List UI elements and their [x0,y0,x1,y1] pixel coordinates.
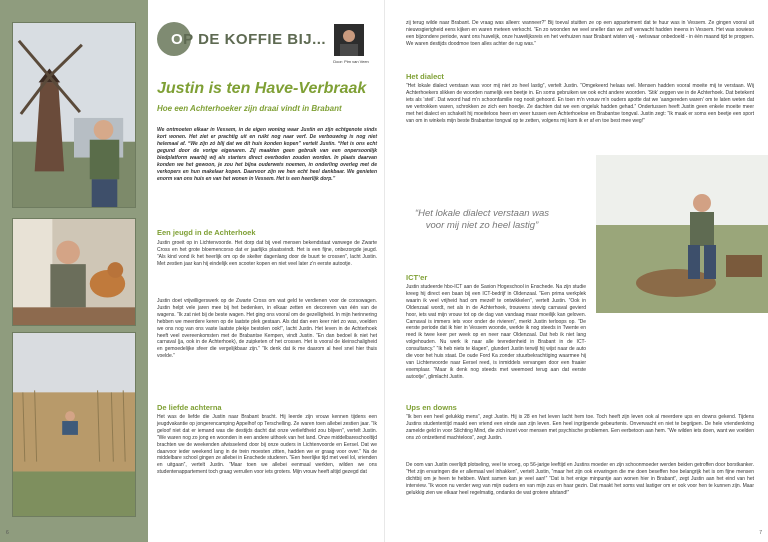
section-heading-jeugd: Een jeugd in de Achterhoek [157,228,256,237]
section-text-corso: Justin doet vrijwilligerswerk op de Zwarte Cross om wat geld te verdienen voor de corsowagen. Justin helpt vele jaren mee bij het bedenken, in elkaar zetten en decoreren van één van de wagens. “Ik zat niet bij de beste wagen. Het ging ons vooral om de gezelligheid. In mijn herinnering hebben we meerdere keren op de laatste plek gestaan. Als dat dan een keer niet zo was, voelden we ons nog van ons vaste laatste plekje bestolen ook!”, lacht Justin. Het leven in de Achterhoek heeft veel overeenkomsten met de Brabantse Kempen, vindt Justin. “En dan bedoel ik niet het carnaval (ja, ook in de Achterhoek), de zuipketen of het crossen. Het is vooral de kleinschaligheid en gemoedelijke sfeer die vergelijkbaar zijn.” “Ik denk dat ik me daarom al heel snel hier thuis voelde.” [157,298,377,360]
article-title: Justin is ten Have-Verbraak [157,80,367,97]
photo-strip [0,0,148,542]
section-heading-dialect: Het dialect [406,72,444,81]
article-intro: We ontmoeten elkaar in Vessem, in de eigen woning waar Justin en zijn echtgenote sinds kort wonen. Het ziet er prachtig uit en ruikt nog naar verf. De verbouwing is nog niet helemaal af. “We zijn zó blij dat we dit huis konden kopen” vertelt Justin. “Het is ons echt gegund door de vorige eigenaren. Zij maakten geen gebruik van een onpersoonlijk biedplatform waarbij wij als starters direct overboden zouden worden. In plaats daarvan konden we het gewoon, je zou het bijna ouderwets noemen, in onderling overleg met de verkopers en hun makelaar kopen. Daarvoor zijn we hen echt heel dankbaar. We genieten enorm van ons huis en van het wonen in Vessem. Het is een heerlijk dorp.” [157,127,377,182]
page-number-right: 7 [759,530,762,536]
section-text-jeugd: Justin groeit op in Lichtenvoorde. Het dorp dat bij veel mensen bekendstaat vanwege de Zwarte Cross en het grote bloemencorso dat er jaarlijks plaatsvindt. Het is een fijne, onbezorgde jeugd. “Als kind vond ik het heerlijk om op de skelter dagenlang door de buurt te crossen”, lacht Justin. Met zestien jaar kan hij eindelijk een scooter kopen en niet veel later z’n eerste autootje. [157,240,377,267]
windmill-portrait-photo [12,22,136,208]
reeds-landscape-photo [12,332,136,517]
man-with-cat-photo [12,218,136,326]
section-text-family: De oom van Justin overlijdt plotseling, veel te vroeg, op 56-jarige leeftijd en Justins moeder en zijn schoonmoeder werden beiden getroffen door borstkanker. “Het zijn ervaringen die er allemaal wel inhakken”, vertelt Justin, “maar het zijn ook ervaringen die me doen beseffen hoe belangrijk het is om fijne mensen dichtbij om je heen te hebben. Want samen kan je veel aan!” “Dat is het enige minpuntje aan wonen hier in Brabant”, zegt Justin aan het eind van het interview. “Ik woon nu verder weg van mijn ouders en van mijn zus en haar gezin. Dat maakt het soms wat lastiger om er ook voor hen te kunnen zijn. Maar gelukkig zien we elkaar heel regelmatig, ondanks de wat grotere afstand!” [406,462,754,496]
section-text-dialect: “Het lokale dialect verstaan was voor mij niet zo heel lastig”, vertelt Justin. “Omgekeerd helaas wel. Mensen hadden vooral moeite mij te verstaan. Wij Achterhoekers slikken de woorden namelijk een beetje in. En soms gebruiken we ook echt andere woorden. ‘Stik’ zeggen we in de Achterhoek. Dat betekent iets als ‘steil’. Dat woord had m’n schoonfamilie nog nooit gehoord. En toen m’n vrouw m’n ouders apotte dat we ‘aangereden waren’ om te laten weten dat we vertrokken waren, schrokken ze zich een hoedje. Ze dachten dat we een ongeluk hadden gehad.” Ondertussen heeft Justin geen enkele moeite meer met het dialect en schakelt hij moeiteloos heen en weer tussen een Achterhoekse en Brabantse tongval. Justin zegt: “Ik maak er soms een beetje een sport van om in winkels mijn beste Brabantse tongval op te zetten, volgens mij kom ik er af en toe best mee weg!” [406,83,754,124]
pull-quote: “Het lokale dialect verstaan was voor mij niet zo heel lastig” [414,208,550,231]
section-heading-ups-downs: Ups en downs [406,403,457,412]
kicker-text [171,31,326,48]
section-text-ict: Justin studeerde hbo-ICT aan de Saxion Hogeschool in Enschede. Na zijn studie kreeg hij direct een baan bij een ICT-bedrijf in Oldenzaal. “Een prima werkplek waarin ik veel vrijheid had om mezelf te ontwikkelen”, vertelt Justin. “Ook in Oldenzaal wordt, net als in de Achterhoek, trouwens stevig carnaval gevierd hoor, iets wat mijn vrouw tot op de dag van vandaag maar moeilijk kan geloven. Carnaval is immers iets voor onder de rivieren”, merkt Justin terloops op. “De eerste periode dat ik hier in Vessem woonde, werkte ik nog steeds in Twente en reed ik twee keer per week op en neer naar Oldenzaal. Dat heb ik niet lang volgehouden. Nu werk ik naar alle tevredenheid in Brabant in de ICT-consultancy.” “Ik heb niets te klagen”, glundert Justin terwijl hij wijst naar de auto die voor het huis staat. De oude Ford Ka zonder stuurbekrachtiging waarmee hij van Lichtenvoorde naar Eersel reed, is inmiddels vervangen door een fraaier exemplaar. “Maar ik denk nog steeds met weemoed terug aan dat eerste autootje”, glimlacht Justin. [406,284,586,380]
man-on-tree-stump-photo [596,155,768,313]
author-credit: Door: Pim van Veen [333,59,369,64]
section-kicker [157,22,327,62]
page-number-left: 6 [6,530,9,536]
section-heading-ict: ICT’er [406,273,428,282]
continued-text: zij terug wilde naar Brabant. De vraag was alleen: wanneer?” Bij toeval stuitten ze op een appartement dat te huur was in Vessem. Ze gingen vooral uit nieuwsgierigheid eens kijken en waren meteen verkocht. “En zo woonden we veel sneller dan we zelf verwacht hadden ineens in Vessem. Het was sowieso een bijzondere periode, want ons huwelijk, onze huwelijksreis en het verhuizen naar Brabant wisten wij - welswaar onbedoeld - in één maand tijd te proppen. We waren destijds doodmoe toen alles achter de rug was.” [406,20,754,47]
kicker-first-letter: O [171,31,184,48]
kicker-rest: P DE KOFFIE BIJ... [183,31,327,48]
article-subtitle: Hoe een Achterhoeker zijn draai vindt in Brabant [157,104,342,113]
section-text-liefde: Het was de liefde die Justin naar Brabant bracht. Hij leerde zijn vrouw kennen tijdens een jeugdvakantie op jongerencamping Appelhof op Terschelling. Ze waren toen allebei zestien jaar. “Ik geloof niet dat er iemand was die destijds dacht dat onze verliefdheid zou blijven”, vertelt Justin. “We waren nog zo jong en woonden in een andere uithoek van het land. Onze middelbareschooltijd brachten we de weekenden afwisselend door bij onze ouders in Lichtenvoorde en Eersel. Dat we daarvoor ieder weekend lang in de trein moesten zitten, hadden we er graag voor over.” Na de middelbare school gingen ze allebei in Enschede studeren. “Een heerlijke tijd met veel lol, vrienden en uitgaan”, vertelt Justin. “Maar toen we allebei eenmaal werkten, wilden we ons studentenappartement toch graag verruilen voor iets groters. Mijn vrouw heeft altijd gezegd dat [157,414,377,476]
section-heading-liefde: De liefde achterna [157,403,222,412]
author-portrait [334,24,364,56]
section-text-ups-downs: “Ik ben een heel gelukkig mens”, zegt Justin. Hij is 28 en het leven lacht hem toe. Toch heeft zijn leven ook al meerdere ups en downs gekend. Tijdens Justins studententijd maakt een vriend een einde aan zijn leven. Een heel ingrijpende gebeurtenis. Onverwacht en niet te begrijpen. De hele vriendenkring zamelde geld in voor Stichting Mind, die zich inzet voor mensen met psychische problemen. Een eerbetoon aan hem. “We wilden iets doen, want we voelden ons zó ontzettend machteloos”, zegt Justin. [406,414,754,441]
